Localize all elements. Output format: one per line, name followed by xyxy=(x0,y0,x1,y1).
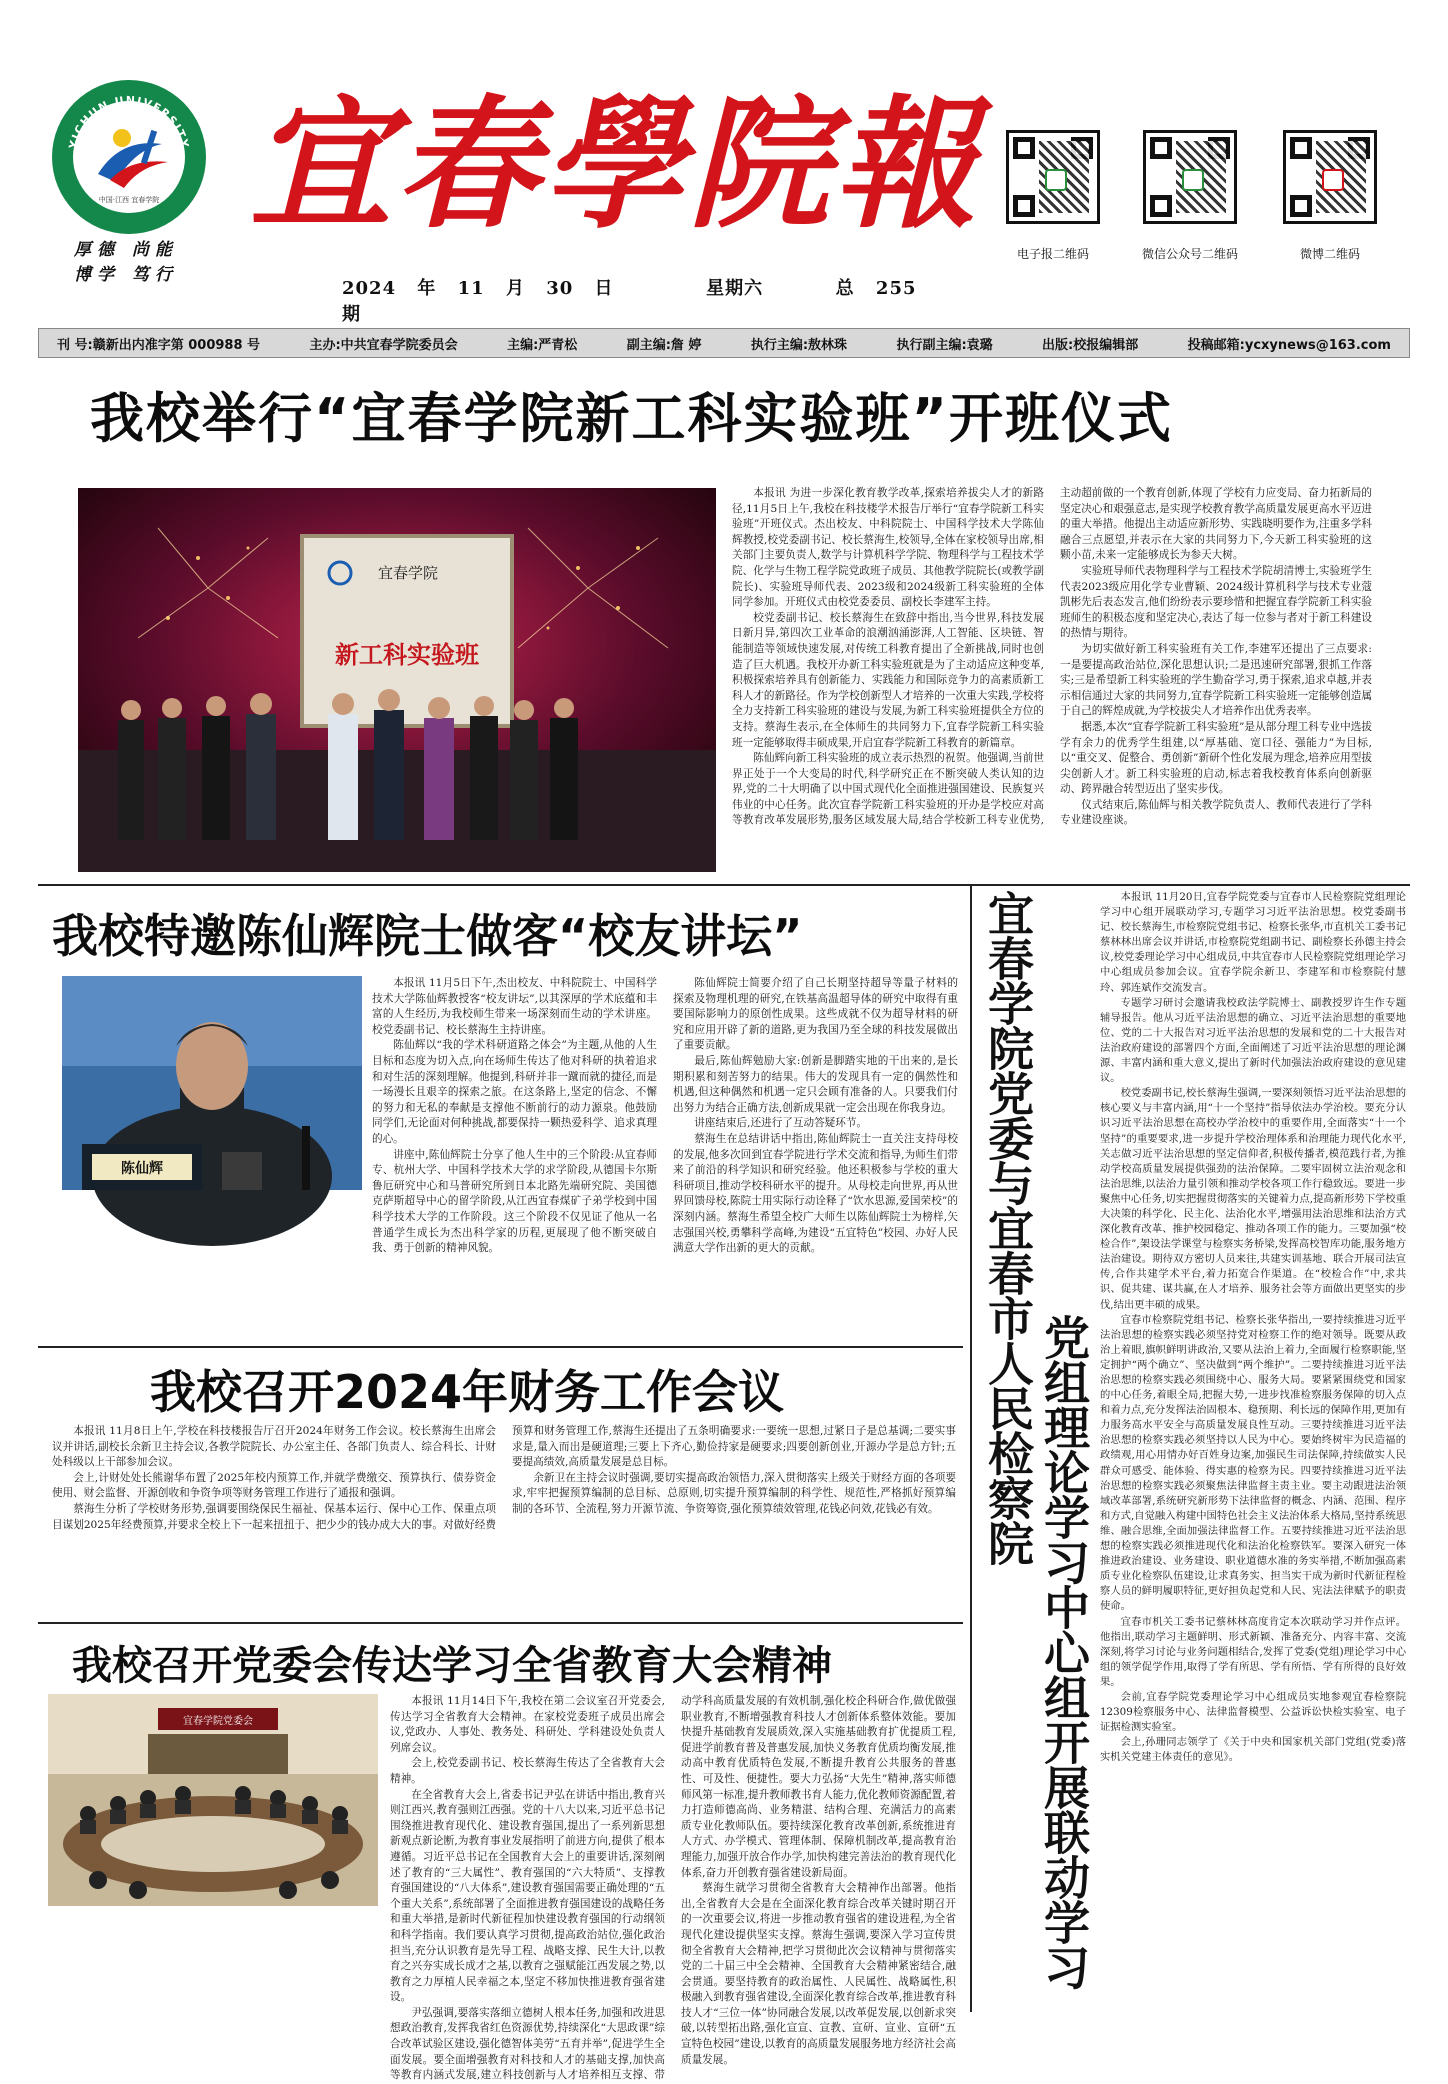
section-divider xyxy=(38,1346,963,1348)
article2-headline: 我校特邀陈仙辉院士做客“校友讲坛” xyxy=(52,909,803,963)
article1-paragraph: 校党委副书记、校长蔡海生在致辞中指出,当今世界,科技发展日新月异,第四次工业革命的浪潮汹涌澎湃,人工智能、区块链、智能制造等领域快速发展,对传统工科教育提出了全新挑战,同时也创造了巨大机遇。我校开办新工科实验班就是为了主动适应这种变革,积极探索培养具有创新能力、实践能力和国际竞争力的高素质新工科人才的新路径。作为学校创新型人才培养的一次重大实践,学校将全力支持新工科实验班的建设与发展,为新工科实验班提供全方位的支持。蔡海生表示,在全体师生的共同努力下,宜春学院新工科实验班一定能够取得丰硕成果,开启宜春学院新工科教育的新篇章。 xyxy=(732,611,1044,749)
section-divider xyxy=(38,884,1410,886)
article5-headline xyxy=(980,890,1092,2010)
svg-text:新工科实验班: 新工科实验班 xyxy=(335,640,479,669)
section-divider xyxy=(38,1622,963,1624)
article1-paragraph: 本报讯 为进一步深化教育教学改革,探索培养拔尖人才的新路径,11月5日上午,我校在科技楼学术报告厅举行“宜春学院新工科实验班”开班仪式。杰出校友、中科院院士、中国科学技术大学陈仙辉教授,校党委副书记、校长蔡海生,校领导,全体在家校领导出席,相关部门主要负责人,数学与计算机科学学院、物理科学与工程技术学院、化学与生物工程学院党政班子成员、其他教学院院长(或教学副院长)、实验班导师代表、2023级和2024级新工科实验班的全体同学参加。开班仪式由校党委委员、副校长李建军主持。 xyxy=(732,487,1044,609)
article2-paragraph: 陈仙辉院士简要介绍了自己长期坚持超导等量子材料的探索及物理机理的研究,在铁基高温超导体的研究中取得有重要国际影响力的原创性成果。这些成就不仅为超导材料的研究和应用开辟了新的道路,更为我国乃至全球的科技发展做出了重要贡献。 xyxy=(673,977,958,1052)
article1-paragraph: 据悉,本次“宜春学院新工科实验班”是从部分理工科专业中选拔学有余力的优秀学生组建,以“厚基础、宽口径、强能力”为目标,以“重交叉、促整合、勇创新”新研个性化发展为理念,培养应用型拔尖创新人才。新工科实验班的启动,标志着我校教育体系向创新驱动、跨界融合转型迈出了坚实步伐。 xyxy=(1060,720,1372,796)
article4-paragraph: 蔡海生就学习贯彻全省教育大会精神作出部署。他指出,全省教育大会是在全面深化教育综合改革关键时期召开的一次重要会议,将进一步推动教育强省的建设进程,为全省现代化建设提供坚实支撑。蔡海生强调,要深入学习宣传贯彻全省教育大会精神,把学习贯彻此次会议精神与贯彻落实党的二十届三中全会精神、全国教育大会精神紧密结合,融会贯通。要坚持教育的政治属性、人民属性、战略属性,积极融入到教育强省建设,全面深化教育综合改革,推进教育科技人才“三位一体”协同融合发展,以改革促发展,以创新求突破,以转型拓出路,强化宣宣、宣教、宣研、宣业、宣研“五宣特色校园”建设,以教育的高质量发展服务地方经济社会高质量发展。 xyxy=(681,1882,956,2066)
article5-paragraph: 会前,宜春学院党委理论学习中心组成员实地参观宜春检察院12309检察服务中心、法律监督模型、公益诉讼快检实验室、电子证据检测实验室。 xyxy=(1100,1690,1406,1734)
article5-paragraph: 宜春市机关工委书记蔡林林高度肯定本次联动学习并作点评。他指出,联动学习主题鲜明、形式新颖、准备充分、内容丰富、交流深刻,将学习讨论与业务问题相结合,发挥了党委(党组)理论学习中心组的领学促学作用,取得了学有所思、学有所悟、学有所得的良好效果。 xyxy=(1100,1615,1406,1688)
article4-body xyxy=(48,1694,956,2082)
article5-paragraph: 会上,孙珊同志领学了《关于中央和国家机关部门党组(党委)落实机关党建主体责任的意见》。 xyxy=(1100,1736,1406,1764)
article1-paragraph: 为切实做好新工科实验班有关工作,李建军还提出了三点要求:一是要提高政治站位,深化思想认识;二是迅速研究部署,狠抓工作落实;三是希望新工科实验班的学生勤奋学习,勇于探索,追求卓越,并表示相信通过大家的共同努力,宜春学院新工科实验班一定能够创造属于自己的辉煌成就,为学校拔尖人才培养作出优秀表率。 xyxy=(1060,642,1372,718)
article3-paragraph: 余新卫在主持会议时强调,要切实提高政治领悟力,深入贯彻落实上级关于财经方面的各项要求,牢牢把握预算编制的总目标、总原则,切实提升预算编制的科学性、规范性,严格抓好预算编制的各环节、全流程,努力开源节流、争资筹资,强化预算绩效管理,花钱必问效,花钱必有效。 xyxy=(512,1471,956,1515)
motto-line-1: 厚德 尚能 xyxy=(74,240,178,260)
article2-paragraph: 蔡海生在总结讲话中指出,陈仙辉院士一直关注支持母校的发展,他多次回到宜春学院进行学术交流和指导,为师生们带来了前沿的科学知识和研究经验。他还积极参与学校的重大科研项目,推动学校科研水平的提升。从母校走向世界,再从世界回馈母校,陈院士用实际行动诠释了“饮水思源,爱国荣校”的深刻内涵。蔡海生希望全校广大师生以陈仙辉院士为榜样,矢志强国兴校,勇攀科学高峰,为建设“五宜特色”校园、办好人民满意大学作出新的更大的贡献。 xyxy=(673,1132,958,1255)
wechat-qr-label: 微信公众号二维码 xyxy=(1141,247,1238,261)
article5-headline-line-1: 宜春学院党委与宜春市人民检察院 xyxy=(981,890,1035,1565)
article3-paragraph: 蔡海生分析了学校财务形势,强调要围绕保民生福祉、保基本运行、保中心工作、保重点项目谋划2025年经费预算,并要求全校上下一起来扭扭于、把少少的钱办成大大的事。对做好经费预算和财务管理工作,蔡海生还提出了五条明确要求:一要统一思想,过紧日子是总基调;二要实事求是,量入而出是硬道理;三要上下齐心,勤俭持家是硬要求;四要创新创业,开源办学是总方针;五要提高绩效,高质量发展是总目标。 xyxy=(52,1425,956,1531)
column-divider xyxy=(970,884,972,2012)
article2-paragraph: 讲座中,陈仙辉院士分享了他人生中的三个阶段:从宜春师专、杭州大学、中国科学技术大学的求学阶段,从德国卡尔斯鲁厄研究中心和马普研究所到日本北路先端研究院、美国德克萨斯超导中心的留学阶段,从江西宜春煤矿子弟学校到中国科学技术大学的工作阶段。这三个阶段不仅见证了他从一名普通学生成长为杰出科学家的历程,更展现了他不断突破自我、勇于创新的精神风貌。 xyxy=(372,1148,657,1255)
photo-wrap-spacer xyxy=(48,1694,390,1908)
article3-headline: 我校召开2024年财务工作会议 xyxy=(150,1365,785,1419)
issue-date: 2024 年 11 月 30 日 xyxy=(342,278,614,299)
deputy-editor: 副主编:詹 婷 xyxy=(626,337,702,353)
article2-photo xyxy=(62,976,362,1190)
publication-info-bar xyxy=(38,328,1410,358)
issue-weekday: 星期六 xyxy=(706,278,764,299)
article2-body xyxy=(372,976,958,1338)
article3-paragraph: 会上,计财处处长熊谢华布置了2025年校内预算工作,并就学费缴交、预算执行、债券资金使用、财会监督、开源创收和争资争项等财务管理工作进行了通报和强调。 xyxy=(52,1471,496,1500)
executive-editor: 执行主编:敖林珠 xyxy=(750,337,848,353)
issue-number: 总 255 期 xyxy=(342,278,917,325)
article1-body xyxy=(732,486,1372,876)
publisher: 出版:校报编辑部 xyxy=(1042,337,1139,353)
article4-paragraph: 本报讯 11月14日下午,我校在第二会议室召开党委会,传达学习全省教育大会精神。在家校党委班子成员出席会议,党政办、人事处、教务处、科研处、学科建设处负责人列席会议。 xyxy=(390,1695,665,1754)
article4-headline: 我校召开党委会传达学习全省教育大会精神 xyxy=(72,1643,832,1689)
svg-text:宜春学院党委会: 宜春学院党委会 xyxy=(183,1716,253,1727)
article1-paragraph: 陈仙辉向新工科实验班的成立表示热烈的祝贺。他强调,当前世界正处于一个大变局的时代,科学研究正在不断突破人类认知的边界,党的二十大明确了以中国式现代化全面推进强国建设、民族复兴伟业的中心任务。此次宜春学院新工科实验班的开办是学校应对高等教育改革发展形势,服务区域发展大局,结合学校新工科专业优势,主动超前做的一个教育创新,体现了学校有力应变局、奋力拓新局的坚定决心和艰强意志,是实现学校教育教学高质量发展更高水平迈进的重大举措。他提出主动适应新形势、实践晓明要作为,注重多学科融合三点愿望,并表示在大家的共同努力下,今天新工科实验班的这颗小苗,未来一定能够成长为参天大树。 xyxy=(732,487,1372,827)
article4-columns xyxy=(390,1694,956,2084)
article1-headline: 我校举行“宜春学院新工科实验班”开班仪式 xyxy=(90,387,1173,450)
registration-number: 刊 号:赣新出内准字第 000988 号 xyxy=(57,337,261,353)
svg-text:YICHUN UNIVERSITY: YICHUN UNIVERSITY xyxy=(66,93,192,151)
article2-paragraph: 陈仙辉以“我的学术科研道路之体会”为主题,从他的人生目标和态度为切入点,向在场师生传达了他对科研的执着追求和对生活的深刻理解。他提到,科研并非一蹴而就的捷径,而是一场漫长且艰辛的探索之旅。在这条路上,坚定的信念、不懈的努力和无私的奉献是支撑他不断前行的动力源泉。他鼓励同学们,无论面对何种挑战,都要保持一颗热爱科学、追求真理的心。 xyxy=(372,1039,657,1145)
submission-email[interactable]: 投稿邮箱:ycxynews@163.com xyxy=(1187,337,1391,353)
weibo-qr-code[interactable] xyxy=(1283,130,1377,224)
executive-deputy-editor: 执行副主编:袁璐 xyxy=(896,337,993,353)
e-paper-qr-code[interactable] xyxy=(1006,130,1100,224)
article1-photo xyxy=(78,488,716,872)
school-motto xyxy=(74,238,194,288)
article2-paragraph: 本报讯 11月5日下午,杰出校友、中科院院士、中国科学技术大学陈仙辉教授客“校友讲坛”,以其深厚的学术底蕴和丰富的人生经历,为我校师生带来一场深刻而生动的学术讲座。校党委副书记、校长蔡海生主持讲座。 xyxy=(372,977,657,1036)
article5-body xyxy=(1100,890,1406,2014)
article1-paragraph: 实验班导师代表物理科学与工程技术学院胡清博士,实验班学生代表2023级应用化学专业曹颖、2024级计算机科学与技术专业蔻凯彬先后表态发言,他们纷纷表示要珍惜和把握宜春学院新工科实验班师生的积极态度和坚定决心,表达了每一位参与者对于新工科建设的热情与期待。 xyxy=(1060,564,1372,640)
article5-paragraph: 宜春市检察院党组书记、检察长张华指出,一要持续推进习近平法治思想的检察实践必须坚持党对检察工作的绝对领导。既要从政治上着眼,旗帜鲜明讲政治,又要从法治上着力,全面履行检察职能,坚定拥护“两个确立”、坚决做到“两个维护”。二要持续推进习近平法治思想的检察实践必须围绕中心、服务大局。要紧紧围绕党和国家的中心任务,着眼全局,把握大势,一进步找准检察服务保障的切入点和着力点,充分发挥法治固根本、稳预期、利长远的保障作用,更加有力服务高水平安全与高质量发展良性互动。三要持续推进习近平法治思想的检察实践必须坚持以人民为中心。要始终树牢为民造福的政绩观,用心用情办好百姓身边案,加强民生司法保障,持续做实人民群众可感受、能体验、得实惠的检察为民。四要持续推进习近平法治思想的检察实践必须聚焦法律监督主责主业。要主动跟进法治领域改革部署,系统研究新形势下法律监督的概念、内涵、范围、程序和方式,自觉融入构建中国特色社会主义法治体系大格局,坚持系统思维、融合思维,全面加强法律监督工作。五要持续推进习近平法治思想的检察实践必须推进现代化和法治化检察铁军。要深入研究一体推进政治建设、业务建设、职业道德水准的务实举措,不断加强高素质专业化检察队伍建设,让求真务实、担当实干成为新时代新征程检察人员的鲜明履职特征,更好担负起党和人民、宪法法律赋予的职责使命。 xyxy=(1100,1313,1406,1613)
article2-paragraph: 讲座结束后,还进行了互动答疑环节。 xyxy=(694,1117,868,1130)
article2-paragraph: 最后,陈仙辉勉励大家:创新是脚踏实地的干出来的,是长期积累和刻苦努力的结果。伟大的发现具有一定的偶然性和机遇,但这种偶然和机遇一定只会顾有准备的人。只要我们付出努力为结合正确方法,创新成果就一定会出现在你我身边。 xyxy=(673,1054,958,1114)
article5-paragraph: 本报讯 11月20日,宜春学院党委与宜春市人民检察院党组理论学习中心组开展联动学习,专题学习习近平法治思想。校党委副书记、校长蔡海生,市检察院党组书记、检察长张华,市直机关工委书记蔡林林出席会议并讲话,市检察院党组副书记、副检察长孙德主持会议,校党委理论学习中心组成员,中共宜春市人民检察院党组理论学习中心组成员参加会议。宜春学院余新卫、李建军和市检察院付慧玲、郭连斌作交流发言。 xyxy=(1100,891,1406,994)
svg-text:陈仙辉: 陈仙辉 xyxy=(121,1161,163,1177)
article5-headline-line-2: 党组理论学习中心组开展联动学习 xyxy=(1037,1314,1091,1989)
article5-paragraph: 专题学习研讨会邀请我校政法学院博士、副教授罗许生作专题辅导报告。他从习近平法治思想的确立、习近平法治思想的重要地位、党的二十大报告对习近平法治思想的发展和党的二十大报告对法治政府建设的部署四个方面,全面阐述了习近平法治思想的理论渊源、丰富内涵和重大意义,提出了新时代加强法治政府建设的意见建议。 xyxy=(1100,996,1406,1085)
dateline xyxy=(342,274,942,326)
university-logo xyxy=(50,78,208,236)
article3-paragraph: 本报讯 11月8日上午,学校在科技楼报告厅召开2024年财务工作会议。校长蔡海生出席会议并讲话,副校长余新卫主持会议,各教学院院长、办公室主任、各部门负责人、综合科长、计财处科级以上干部参加会议。 xyxy=(52,1425,496,1469)
sponsor: 主办:中共宜春学院委员会 xyxy=(309,337,458,353)
article4-paragraph: 尹弘强调,要落实落细立德树人根本任务,加强和改进思想政治教育,发挥我省红色资源优势,持续深化“大思政课”综合改革试验区建设,强化德智体美劳“五育并举”,促进学生全面发展。要全面增强教育对科技和人才的基础支撑,加快高等教育内涵式发展,建立科技创新与人才培养相互支撑、带动学科高质量发展的有效机制,强化校企科研合作,做优做强职业教育,不断增强教育科技人才创新体系整体效能。要加快提升基础教育发展质效,深入实施基础教育扩优提质工程,促进学前教育普及普惠发展,加快义务教育优质均衡发展,推动高中教育优质特色发展,不断提升教育公共服务的普惠性、可及性、便捷性。要大力弘扬“大先生”精神,落实师德师风第一标准,提升教师教书育人能力,优化教师资源配置,着力打造师德高尚、业务精湛、结构合理、充满活力的高素质专业化教师队伍。要持续深化教育改革创新,系统推进育人方式、办学模式、管理体制、保障机制改革,提高教育治理能力,加强开放合作办学,加快构建完善法治的教育现代化体系,奋力开创教育强省建设新局面。 xyxy=(390,1695,956,2082)
weibo-qr-label: 微博二维码 xyxy=(1299,247,1360,261)
newspaper-title: 宜春學院報 xyxy=(250,82,980,248)
wechat-qr-code[interactable] xyxy=(1143,130,1237,224)
article3-body xyxy=(52,1424,956,1614)
article1-paragraph: 仪式结束后,陈仙辉与相关教学院负责人、教师代表进行了学科专业建设座谈。 xyxy=(1060,798,1372,827)
chief-editor: 主编:严青松 xyxy=(507,337,578,353)
article4-paragraph: 会上,校党委副书记、校长蔡海生传达了全省教育大会精神。 xyxy=(390,1757,665,1785)
article4-paragraph: 在全省教育大会上,省委书记尹弘在讲话中指出,教育兴则江西兴,教育强则江西强。党的十八大以来,习近平总书记围绕推进教育现代化、建设教育强国,提出了一系列新思想新观点新论断,为教育事业发展指明了前进方向,提供了根本遵循。习近平总书记在全国教育大会上的重要讲话,深刻阐述了教育的“三大属性”、教育强国的“六大特质”、支撑教育强国建设的“八大体系”,建设教育强国需要正确处理的“五个重大关系”,系统部署了全面推进教育强国建设的战略任务和重大举措,是新时代新征程加快建设教育强国的行动纲领和科学指南。我们要认真学习贯彻,提高政治站位,强化政治担当,充分认识教育是先导工程、战略支撑、民生大计,以教育之兴夯实成长成才之基,以教育之强赋能江西发展之势,以教育之力厚植人民幸福之本,坚定不移加快推进教育强省建设。 xyxy=(390,1788,665,2004)
article5-paragraph: 校党委副书记,校长蔡海生强调,一要深刻领悟习近平法治思想的核心要义与丰富内涵,用“十一个坚持”指导依法办学治校。要充分认识习近平法治思想在高校办学治校中的重要作用,全面落实“十一个坚持”的重要要求,进一步提升学校治理体系和治理能力现代化水平,关志做习近平法治思想的坚定信仰者,积极传播者,模范践行者,为推动学校高质量发展提供强劲的法治保障。二要牢固树立法治观念和法治思维,以法治力量引领和推动学校各项工作行稳致远。要进一步聚焦中心任务,切实把握贯彻落实的关键着力点,提高新形势下学校重大决策的科学化、民主化、法治化水平,增强用法治思维和法治方式深化教育改革、推护校园稳定、推动各项工作的能力。三要加强“校检合作”,架设法学课堂与检察实务桥梁,发挥高校智库功能,服务地方法治建设。期待双方密切人员来往,共建实训基地、联合开展司法宣传,合作共建学术平台,着力拓宽合作渠道。在“校检合作”中,求共识、促共建、谋共赢,在人才培养、服务社会等方面做出更坚实的步伐,结出更丰硕的成果。 xyxy=(1100,1087,1406,1311)
motto-line-2: 博学 笃行 xyxy=(74,265,178,285)
svg-text:宜春学院: 宜春学院 xyxy=(378,564,439,582)
e-paper-qr-label: 电子报二维码 xyxy=(1016,247,1089,261)
svg-text:中国·江西 宜春学院: 中国·江西 宜春学院 xyxy=(98,196,160,204)
